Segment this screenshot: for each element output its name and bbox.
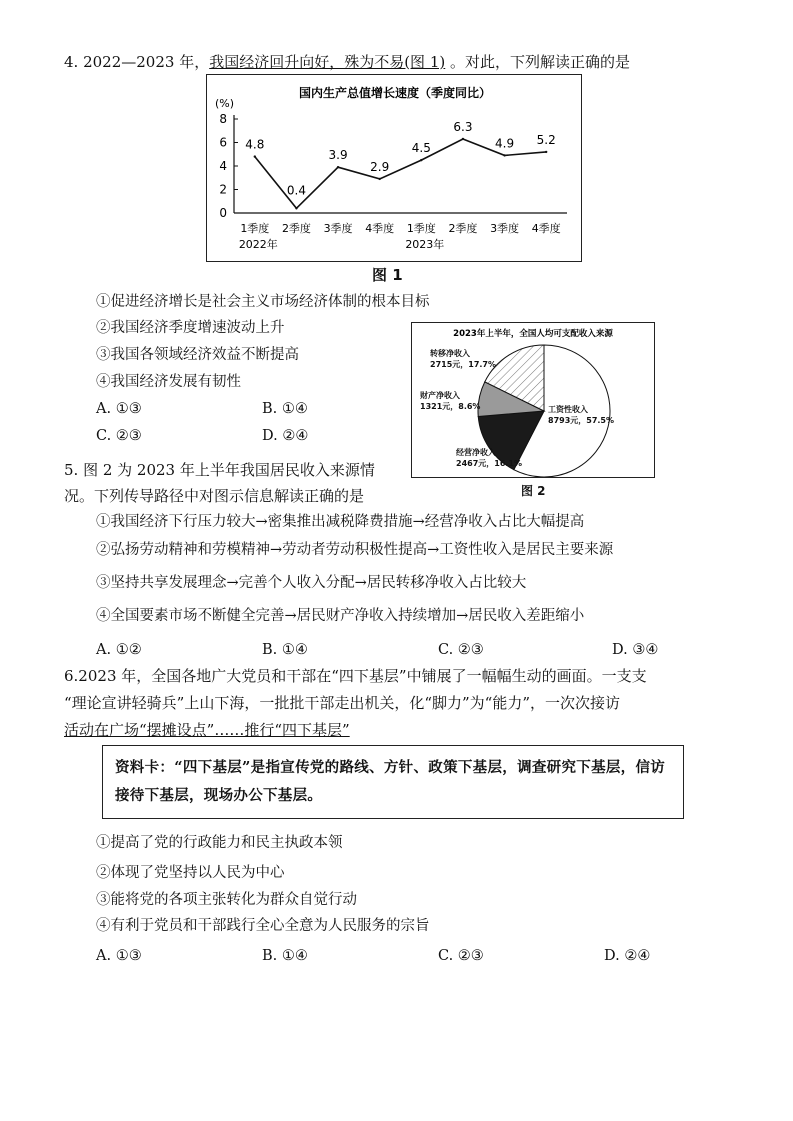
q5-choice-c[interactable]: C. ②③ — [438, 642, 484, 658]
q4-option-2: ②我国经济季度增速波动上升 — [96, 320, 285, 336]
figure-2-caption: 图 2 — [521, 484, 546, 498]
data-label: 4.9 — [495, 136, 515, 151]
y-tick-label: 8 — [219, 112, 227, 126]
y-tick-label: 4 — [219, 159, 227, 173]
x-year-label-2023: 2023年 — [405, 238, 445, 251]
data-point — [420, 159, 422, 161]
x-tick-label: 2季度 — [281, 222, 311, 235]
q5-option-2: ②弘扬劳动精神和劳模精神→劳动者劳动积极性提高→工资性收入是居民主要来源 — [96, 542, 614, 558]
y-tick-label: 2 — [219, 182, 227, 197]
pie-label-business-name: 经营净收入 — [456, 448, 496, 457]
q4-choice-b[interactable]: B. ①④ — [262, 401, 308, 417]
q5-option-4: ④全国要素市场不断健全完善→居民财产净收入持续增加→居民收入差距缩小 — [96, 608, 585, 624]
x-tick-label: 4季度 — [365, 222, 395, 235]
data-label: 4.8 — [245, 137, 265, 152]
pie-label-transfer-name: 转移净收入 — [430, 349, 470, 358]
x-tick-label: 2季度 — [448, 222, 478, 235]
q4-stem-suffix: 。对此，下列解读正确的是 — [445, 53, 631, 71]
data-point — [462, 138, 464, 140]
info-card-text: 资料卡：“四下基层”是指宣传党的路线、方针、政策下基层，调查研究下基层，信访接待下基层，现场办公下基层。 — [115, 759, 666, 804]
x-tick-label: 1季度 — [406, 222, 436, 235]
q4-choice-d[interactable]: D. ②④ — [262, 428, 309, 444]
q6-option-4: ④有利于党员和干部践行全心全意为人民服务的宗旨 — [96, 918, 430, 934]
gdp-growth-chart — [207, 75, 580, 260]
data-point — [337, 166, 339, 168]
q6-choice-c[interactable]: C. ②③ — [438, 948, 484, 964]
q6-stem-line-1: 6.2023 年，全国各地广大党员和干部在“四下基层”中铺展了一幅幅生动的画面。一支支 — [64, 667, 647, 685]
x-tick-label: 4季度 — [531, 222, 561, 235]
pie-title: 2023年上半年，全国人均可支配收入来源 — [453, 329, 613, 339]
q4-stem — [64, 52, 630, 72]
data-point — [545, 151, 547, 153]
pie-label-property-amount: 1321元，8.6% — [420, 402, 481, 411]
q4-choice-c[interactable]: C. ②③ — [96, 428, 142, 444]
figure-1-caption: 图 1 — [372, 266, 403, 284]
data-label: 0.4 — [286, 183, 306, 198]
q5-choice-d[interactable]: D. ③④ — [612, 642, 659, 658]
q6-choice-a[interactable]: A. ①③ — [96, 948, 142, 964]
q6-option-3: ③能将党的各项主张转化为群众自觉行动 — [96, 892, 357, 908]
q5-stem-line-1: 5. 图 2 为 2023 年上半年我国居民收入来源情 — [64, 461, 375, 479]
q5-choice-b[interactable]: B. ①④ — [262, 642, 308, 658]
q4-stem-underlined: 我国经济回升向好，殊为不易(图 1) — [209, 53, 446, 71]
x-tick-label: 1季度 — [240, 222, 270, 235]
pie-label-wage-amount: 8793元，57.5% — [548, 416, 615, 425]
data-label: 3.9 — [328, 148, 348, 163]
q4-option-3: ③我国各领域经济效益不断提高 — [96, 347, 299, 363]
data-point — [295, 207, 297, 209]
q5-option-3: ③坚持共享发展理念→完善个人收入分配→居民转移净收入占比较大 — [96, 575, 527, 591]
x-year-label-2022: 2022年 — [238, 238, 278, 251]
pie-label-business-amount: 2467元，16.1% — [456, 459, 523, 468]
y-axis-unit-label: (%) — [215, 97, 235, 110]
q4-option-1: ①促进经济增长是社会主义市场经济体制的根本目标 — [96, 294, 430, 310]
chart-title: 国内生产总值增长速度（季度同比） — [298, 86, 492, 100]
q6-stem-line-3: 活动在广场“摆摊设点”……推行“四下基层” — [64, 721, 350, 739]
data-point — [254, 155, 256, 157]
y-tick-label: 6 — [219, 135, 227, 150]
data-label: 4.5 — [411, 141, 431, 156]
data-point — [378, 178, 380, 180]
q4-stem-prefix: 4. 2022—2023 年， — [64, 53, 210, 71]
q6-choice-b[interactable]: B. ①④ — [262, 948, 308, 964]
pie-label-property-name: 财产净收入 — [420, 391, 460, 400]
q6-option-2: ②体现了党坚持以人民为中心 — [96, 865, 285, 881]
y-tick-label: 0 — [219, 206, 227, 220]
q6-choice-d[interactable]: D. ②④ — [604, 948, 651, 964]
q4-choice-a[interactable]: A. ①③ — [96, 401, 142, 417]
x-tick-label: 3季度 — [490, 222, 520, 235]
data-label: 6.3 — [453, 119, 473, 134]
pie-label-transfer-amount: 2715元，17.7% — [430, 360, 497, 369]
x-tick-label: 3季度 — [323, 222, 353, 235]
q5-stem-line-2: 况。下列传导路径中对图示信息解读正确的是 — [64, 487, 365, 505]
data-label: 2.9 — [370, 159, 390, 174]
data-point — [503, 154, 505, 156]
figure-2-pie-chart — [411, 322, 655, 478]
data-label: 5.2 — [536, 132, 556, 147]
pie-label-wage-name: 工资性收入 — [548, 405, 588, 414]
figure-1-line-chart — [206, 74, 582, 262]
info-card — [102, 745, 684, 819]
income-source-pie — [412, 323, 654, 477]
q6-stem-line-2: “理论宣讲轻骑兵”上山下海，一批批干部走出机关，化“脚力”为“能力”，一次次接访 — [64, 694, 621, 712]
q6-option-1: ①提高了党的行政能力和民主执政本领 — [96, 835, 343, 851]
q5-choice-a[interactable]: A. ①② — [96, 642, 142, 658]
q4-option-4: ④我国经济发展有韧性 — [96, 374, 241, 390]
q5-option-1: ①我国经济下行压力较大→密集推出减税降费措施→经营净收入占比大幅提高 — [96, 514, 585, 530]
